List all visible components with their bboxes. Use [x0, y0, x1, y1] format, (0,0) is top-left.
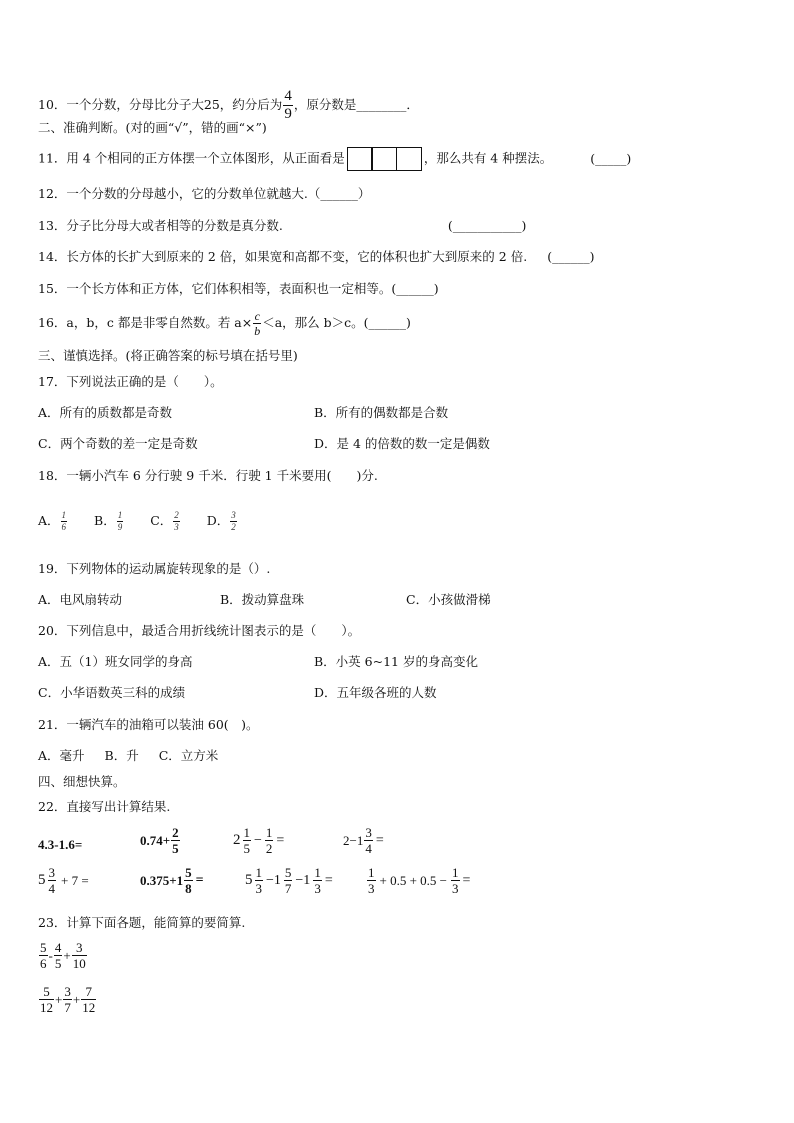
question-13-answer-blank: (___________)	[447, 218, 527, 233]
question-10-text: 10．一个分数，分母比分子大25，约分后为	[38, 97, 283, 112]
section-2-heading: 二、准确判断。(对的画“√”，错的画“×”)	[38, 120, 267, 135]
calc-expression-7: 5 $\frac{1}{3}$ −1 $\frac{5}{7}$ −1 $\frac{1}{3}$ =	[245, 865, 333, 896]
question-20-option-b: B．小英 6~11 岁的身高变化	[314, 654, 478, 669]
question-14-answer-blank: (______)	[547, 249, 595, 264]
simplify-expression-1: $\frac{5}{6}$ - $\frac{4}{5}$ + $\frac{3}{10}$	[40, 940, 86, 971]
question-13-text: 13．分子比分母大或者相等的分数是真分数.	[38, 218, 283, 233]
calc-expression-1: 4.3-1.6=	[38, 837, 83, 852]
question-17-option-d: D．是 4 的倍数的数一定是偶数	[314, 436, 490, 451]
fraction-1-6: $\frac{1}{6}$	[61, 510, 67, 532]
question-11-text: 11．用 4 个相同的正方体摆一个立体图形，从正面看是	[38, 150, 345, 166]
calc-expression-4: 2−1 $\frac{3}{4}$ =	[343, 825, 384, 856]
question-17-option-b: B．所有的偶数都是合数	[314, 405, 449, 420]
question-18-options	[38, 511, 238, 532]
question-17-stem: 17．下列说法正确的是（ ）。	[38, 374, 223, 389]
question-21-option-b: B．升	[104, 748, 139, 763]
question-18-stem: 18．一辆小汽车 6 分行驶 9 千米．行驶 1 千米要用( )分.	[38, 468, 378, 483]
fraction-3-2: $\frac{3}{2}$	[231, 510, 236, 532]
question-10	[38, 89, 419, 122]
question-16-text: 16．a，b，c 都是非零自然数。若 a×	[38, 315, 253, 330]
question-19-option-a: A．电风扇转动	[38, 592, 123, 607]
front-view-cube-grid	[347, 147, 422, 171]
question-10-answer-blank: ，原分数是________．	[293, 97, 419, 112]
question-21-option-c: C．立方米	[158, 748, 219, 763]
question-16	[38, 310, 411, 337]
question-17-option-c: C．两个奇数的差一定是奇数	[38, 436, 198, 451]
question-15: 15．一个长方体和正方体，它们体积相等，表面积也一定相等。(______)	[38, 281, 439, 296]
question-23-stem: 23．计算下面各题，能简算的要简算.	[38, 915, 246, 930]
question-21-stem: 21．一辆汽车的油箱可以装油 60( )。	[38, 717, 259, 732]
calc-expression-6: 0.375+1 $\frac{5}{8}$ =	[140, 865, 204, 896]
calc-expression-2: 0.74+ $\frac{2}{5}$	[140, 825, 179, 856]
question-11-answer-blank: (_____)	[590, 150, 632, 166]
question-14-text: 14．长方体的长扩大到原来的 2 倍，如果宽和高都不变，它的体积也扩大到原来的 2 倍.	[38, 249, 528, 264]
question-18-option-a: A． $\frac{1}{6}$	[38, 510, 67, 532]
question-13	[38, 220, 526, 233]
question-11-text-end: ，那么共有 4 种摆法。	[423, 150, 553, 166]
question-19-option-b: B．拨动算盘珠	[220, 592, 305, 607]
question-20-stem: 20．下列信息中，最适合用折线统计图表示的是（ ）。	[38, 623, 361, 638]
question-20-option-a: A．五（1）班女同学的身高	[38, 654, 193, 669]
simplify-expression-2: $\frac{5}{12}$ + $\frac{3}{7}$ + $\frac{7}{12}$	[40, 984, 96, 1015]
question-12: 12．一个分数的分母越小，它的分数单位就越大.（______）	[38, 186, 371, 201]
question-14	[38, 251, 594, 264]
calc-expression-3: 2 $\frac{1}{5}$ − $\frac{1}{2}$ =	[233, 825, 285, 856]
question-20-option-d: D．五年级各班的人数	[314, 685, 437, 700]
fraction-4-9: $\frac{4}{9}$	[284, 88, 292, 122]
question-18-option-b: B． $\frac{1}{9}$	[94, 510, 123, 532]
calc-expression-8: $\frac{1}{3}$ + 0.5 + 0.5 − $\frac{1}{3}$ =	[368, 865, 471, 896]
question-17-option-a: A．所有的质数都是奇数	[38, 405, 173, 420]
question-16-text-end: ＜a，那么 b＞c。(______)	[262, 315, 411, 330]
fraction-2-3: $\frac{2}{3}$	[174, 510, 179, 532]
question-19-option-c: C．小孩做滑梯	[406, 592, 491, 607]
calc-expression-5: 5 $\frac{3}{4}$ + 7 =	[38, 865, 89, 896]
section-4-heading: 四、细想快算。	[38, 774, 126, 789]
question-19-stem: 19．下列物体的运动属旋转现象的是（）.	[38, 561, 271, 576]
question-21-option-a: A．毫升	[38, 748, 85, 763]
question-20-option-c: C．小华语数英三科的成绩	[38, 685, 186, 700]
question-11	[38, 147, 631, 171]
question-18-option-d: D． $\frac{3}{2}$	[206, 510, 236, 532]
fraction-c-b: $\frac{c}{b}$	[254, 309, 261, 338]
section-3-heading: 三、谨慎选择。(将正确答案的标号填在括号里)	[38, 348, 298, 363]
fraction-2-5: $\frac{2}{5}$	[172, 825, 179, 856]
question-22-stem: 22．直接写出计算结果.	[38, 799, 171, 814]
question-18-option-c: C． $\frac{2}{3}$	[150, 510, 179, 532]
fraction-1-9: $\frac{1}{9}$	[117, 510, 123, 532]
question-21-options	[38, 750, 218, 763]
